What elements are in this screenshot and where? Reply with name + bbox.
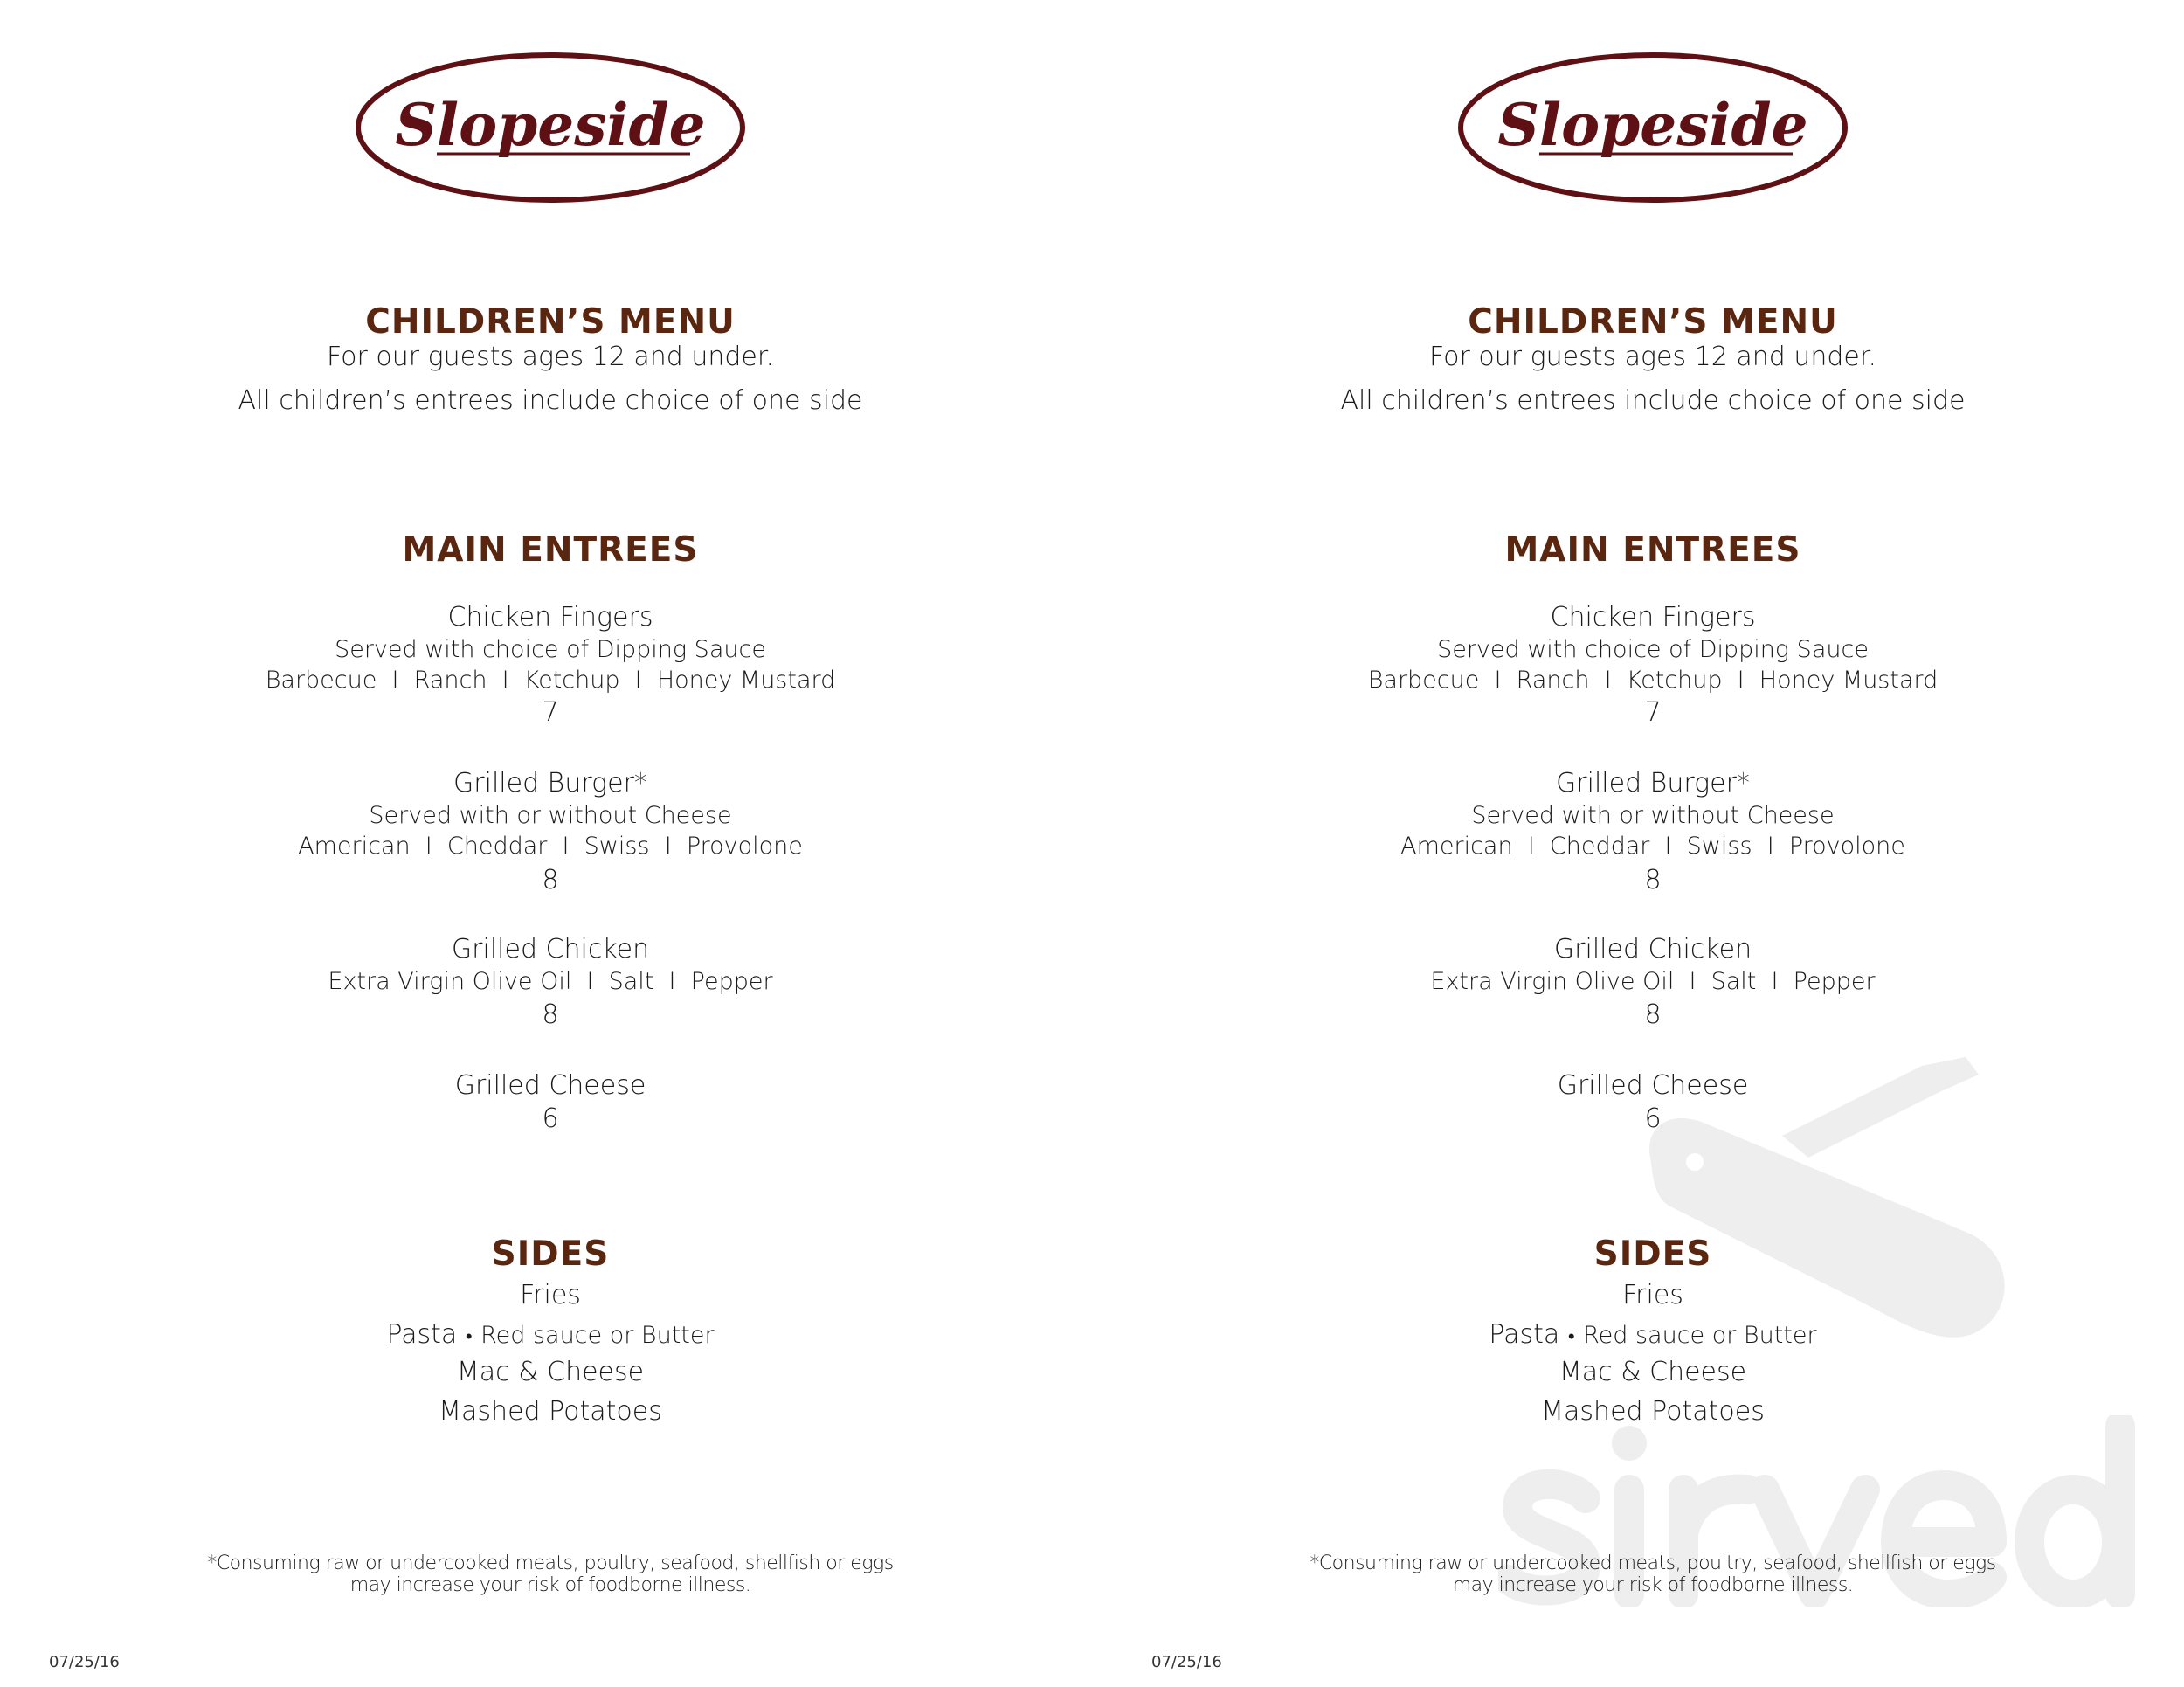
- menu-subtitle: For our guests ages 12 and under.: [326, 342, 775, 372]
- print-date: 07/25/16: [1151, 1653, 1222, 1671]
- main-entrees-heading: MAIN ENTREES: [1504, 530, 1801, 570]
- entree-name: Grilled Burger*: [1556, 768, 1750, 799]
- menu-note: All children’s entrees include choice of one side: [238, 385, 863, 416]
- side-name: Pasta: [386, 1319, 458, 1350]
- bullet: •: [465, 1326, 473, 1348]
- entree-options: Barbecue I Ranch I Ketchup I Honey Mustard: [1367, 667, 1939, 694]
- menu-title: CHILDREN’S MENU: [1468, 302, 1838, 342]
- entree-name: Grilled Cheese: [1557, 1070, 1749, 1101]
- disclaimer-line-1: *Consuming raw or undercooked meats, poultry, seafood, shellfish or eggs: [207, 1552, 894, 1574]
- disclaimer-line-2: may increase your risk of foodborne illness.: [349, 1574, 751, 1596]
- side-item: Mac & Cheese: [456, 1357, 645, 1387]
- entree-desc: Served with choice of Dipping Sauce: [335, 636, 766, 663]
- bullet: •: [1567, 1326, 1575, 1348]
- entree-options: Extra Virgin Olive Oil I Salt I Pepper: [1430, 968, 1876, 995]
- entree-options: American I Cheddar I Swiss I Provolone: [1400, 833, 1905, 860]
- entree-options: Extra Virgin Olive Oil I Salt I Pepper: [328, 968, 773, 995]
- menu-subtitle: For our guests ages 12 and under.: [1428, 342, 1877, 372]
- disclaimer-line-2: may increase your risk of foodborne illness.: [1452, 1574, 1854, 1596]
- side-item: Mashed Potatoes: [1541, 1396, 1765, 1427]
- entree-price: 8: [542, 865, 559, 895]
- disclaimer-line-1: *Consuming raw or undercooked meats, poultry, seafood, shellfish or eggs: [1310, 1552, 1996, 1574]
- entree-price: 6: [542, 1103, 559, 1134]
- entree-name: Grilled Cheese: [454, 1070, 646, 1101]
- sides-heading: SIDES: [1593, 1234, 1712, 1274]
- entree-price: 6: [1644, 1103, 1662, 1134]
- main-entrees-heading: MAIN ENTREES: [402, 530, 699, 570]
- entree-desc: Served with or without Cheese: [369, 802, 732, 829]
- entree-price: 7: [542, 697, 559, 728]
- svg-text:Slopeside: Slopeside: [395, 91, 706, 159]
- entree-price: 8: [542, 999, 559, 1030]
- side-item: Mac & Cheese: [1559, 1357, 1747, 1387]
- menu-page-right: [1129, 0, 2177, 1687]
- entree-name: Chicken Fingers: [447, 602, 653, 633]
- sides-heading: SIDES: [491, 1234, 610, 1274]
- entree-desc: Served with or without Cheese: [1471, 802, 1835, 829]
- menu-page-left: [26, 0, 1075, 1687]
- entree-price: 8: [1644, 865, 1662, 895]
- entree-name: Grilled Chicken: [451, 934, 650, 964]
- svg-text:Slopeside: Slopeside: [1497, 91, 1808, 159]
- side-detail: Red sauce or Butter: [1583, 1322, 1817, 1349]
- entree-name: Chicken Fingers: [1550, 602, 1756, 633]
- side-item: Fries: [1622, 1280, 1683, 1310]
- side-item: Mashed Potatoes: [439, 1396, 662, 1427]
- entree-options: Barbecue I Ranch I Ketchup I Honey Mustard: [265, 667, 836, 694]
- entree-desc: Served with choice of Dipping Sauce: [1437, 636, 1869, 663]
- menu-title: CHILDREN’S MENU: [365, 302, 736, 342]
- entree-name: Grilled Burger*: [453, 768, 647, 799]
- side-item: Fries: [520, 1280, 581, 1310]
- entree-name: Grilled Chicken: [1553, 934, 1752, 964]
- entree-options: American I Cheddar I Swiss I Provolone: [298, 833, 803, 860]
- menu-note: All children’s entrees include choice of one side: [1340, 385, 1966, 416]
- entree-price: 7: [1644, 697, 1662, 728]
- print-date: 07/25/16: [49, 1653, 120, 1671]
- side-detail: Red sauce or Butter: [480, 1322, 715, 1349]
- side-name: Pasta: [1489, 1319, 1560, 1350]
- slopeside-logo: [354, 51, 747, 204]
- entree-price: 8: [1644, 999, 1662, 1030]
- side-item-pasta: [26, 1316, 1075, 1354]
- side-item-pasta: [1129, 1316, 2177, 1354]
- slopeside-logo: [1456, 51, 1849, 204]
